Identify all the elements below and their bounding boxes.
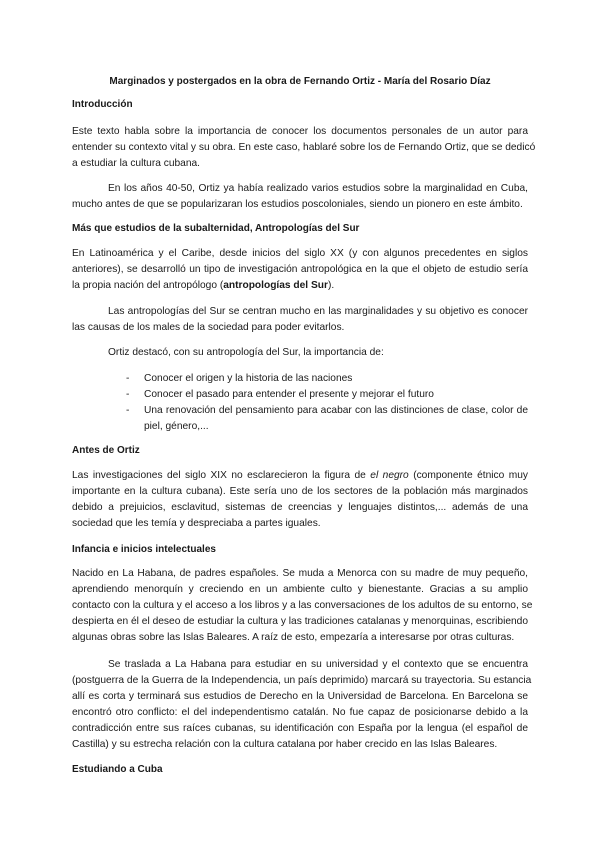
text-line: allí es corta y terminará sus estudios de Derecho en la Universidad de Barcelona. En Barcelona se [72,691,528,702]
text-line: algunas obras sobre las Islas Baleares. A raíz de esto, empezaría a interesarse por otras culturas. [72,632,515,643]
text-line [72,278,528,294]
list-item-text: Una renovación del pensamiento para acabar con las distinciones de clase, color de piel, género,... [144,405,528,432]
text-line: En Latinoamérica y el Caribe, desde inicios del siglo XX (y con algunos precedentes en siglos [72,248,528,259]
text-run: Las investigaciones del siglo XIX no esclarecieron la figura de [72,470,371,481]
text-run: (componente étnico muy [408,470,528,481]
paragraph-subalt-3 [72,345,528,361]
heading-infancia: Infancia e inicios intelectuales [72,544,216,555]
dash-marker: - [126,373,130,384]
text-line: las causas de los males de la sociedad para poder evitarlos. [72,322,345,333]
list-item-text: Conocer el pasado para entender el presente y mejorar el futuro [144,389,434,400]
text-run: la propia nación del antropólogo ( [72,280,224,291]
paragraph-subalt-2 [72,304,528,336]
paragraph-intro-2 [72,181,528,213]
text-line: Este texto habla sobre la importancia de conocer los documentos personales de un autor para [72,126,528,137]
text-line: entender su contexto vital y su obra. En este caso, hablaré sobre los de Fernando Ortiz, que se dedicó [72,142,536,153]
text-line: debido a prejuicios, esclavitud, sistemas de creencias y lenguajes distintos,... además de una [72,502,528,513]
heading-estudiando-a-cuba: Estudiando a Cuba [72,764,163,775]
text-line: Se traslada a La Habana para estudiar en su universidad y el contexto que se encuentra [108,659,528,670]
text-line: encontró otro conflicto: el del independentismo catalán. No fue capaz de posicionarse debido a la [72,707,528,718]
text-line: contradicción entre sus raíces cubanas, su identificación con España por la lengua (el español de [72,723,528,734]
list-item [72,371,528,387]
text-line: En los años 40-50, Ortiz ya había realizado varios estudios sobre la marginalidad en Cuba, [108,183,528,194]
text-line: Ortiz destacó, con su antropología del Sur, la importancia de: [108,347,384,358]
list-item [72,403,528,435]
text-line [72,468,528,484]
paragraph-infancia-1 [72,566,533,646]
text-line: Las antropologías del Sur se centran mucho en las marginalidades y su objetivo es conocer [108,306,528,317]
text-line: Castilla) y su estrecha relación con la cultura catalana por haber crecido en las Islas Baleares. [72,739,498,750]
text-line: contacto con la cultura y el acceso a los libros y a las conversaciones de los adultos de su entorno, se [72,600,533,611]
dash-marker: - [126,405,130,416]
text-line: Nacido en La Habana, de padres españoles. Se muda a Menorca con su madre de muy pequeño, [72,568,528,579]
text-line: a estudiar la cultura cubana. [72,158,200,169]
bullet-list [72,371,528,435]
heading-subalternidad: Más que estudios de la subalternidad, Antropologías del Sur [72,223,360,234]
paragraph-antes [72,468,528,532]
text-line: despierta en él el deseo de estudiar la cultura y las tradiciones catalanas y menorquinas, escribiendo [72,616,528,627]
paragraph-infancia-2 [72,657,532,753]
paragraph-subalt-1 [72,246,528,294]
list-item [72,387,528,403]
text-line: aprendiendo menorquín y creciendo en un ambiente culto y bienestante. Gracias a su amplio [72,584,528,595]
document-title: Marginados y postergados en la obra de Fernando Ortiz - María del Rosario Díaz [109,76,491,87]
dash-marker: - [126,389,130,400]
text-line: (postguerra de la Guerra de la Independencia, un país deprimido) marcará su trayectoria. Su estancia [72,675,532,686]
heading-introduccion: Introducción [72,99,133,110]
text-line: mucho antes de que se popularizaran los estudios poscoloniales, siendo un pionero en este ámbito. [72,199,523,210]
heading-antes-de-ortiz: Antes de Ortiz [72,445,140,456]
italic-term: el negro [370,470,409,481]
list-item-text: Conocer el origen y la historia de las naciones [144,373,353,384]
text-run: ). [327,280,335,291]
paragraph-intro-1 [72,124,536,172]
bold-term: antropologías del Sur [223,280,328,291]
text-line: importante en la cultura cubana). Este sería uno de los sectores de la población más marginados [72,486,528,497]
text-line: sociedad que les temía y despreciaba a partes iguales. [72,518,321,529]
text-line: anteriores), se desarrolló un tipo de investigación antropológica en la que el objeto de estudio sería [72,264,528,275]
